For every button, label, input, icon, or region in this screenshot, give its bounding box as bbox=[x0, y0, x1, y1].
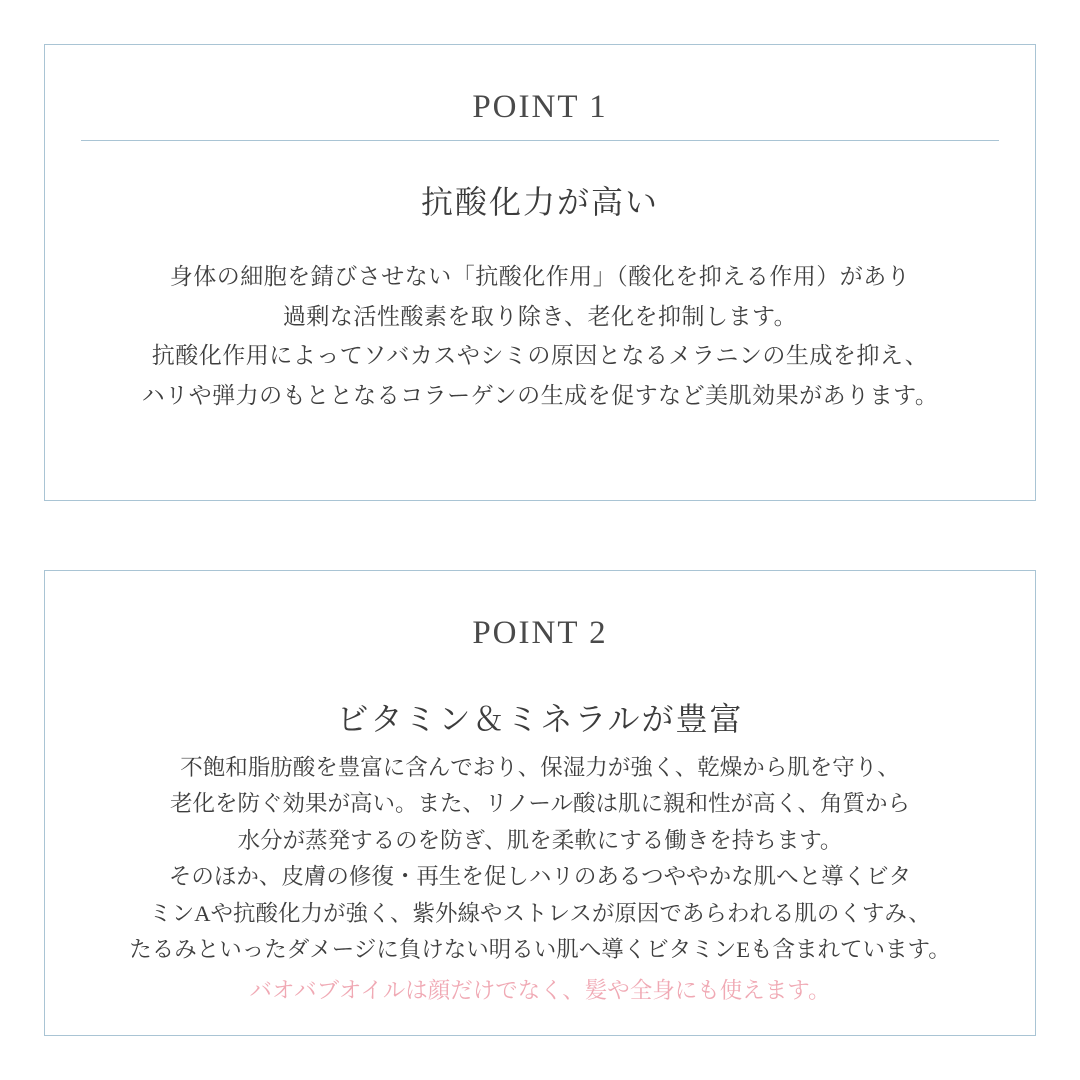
body-line: 抗酸化作用によってソバカスやシミの原因となるメラニンの生成を抑え、 bbox=[151, 343, 929, 369]
body-text-1 bbox=[142, 257, 939, 415]
body-line: 不飽和脂肪酸を豊富に含んでおり、保湿力が強く、乾燥から肌を守り、 bbox=[180, 755, 900, 780]
headline-2: ビタミン＆ミネラルが豊富 bbox=[336, 701, 744, 737]
body-line: 水分が蒸発するのを防ぎ、肌を柔軟にする働きを持ちます。 bbox=[237, 827, 843, 853]
point-label-2: POINT 2 bbox=[472, 615, 608, 651]
card-spacer bbox=[44, 501, 1036, 570]
body-line: 身体の細胞を錆びさせない「抗酸化作用」（酸化を抑える作用）があり bbox=[169, 264, 911, 289]
point-label-1: POINT 1 bbox=[472, 89, 608, 125]
body-line: ミンAや抗酸化力が強く、紫外線やストレスが原因であらわれる肌のくすみ、 bbox=[149, 900, 931, 926]
body-line: 過剰な活性酸素を取り除き、老化を抑制します。 bbox=[282, 303, 798, 329]
body-line: 老化を防ぐ効果が高い。また、リノール酸は肌に親和性が高く、角質から bbox=[169, 791, 911, 817]
body-text-2 bbox=[129, 750, 951, 1009]
accent-note: バオバブオイルは顔だけでなく、髪や全身にも使えます。 bbox=[249, 977, 831, 1003]
body-line: そのほか、皮膚の修復・再生を促しハリのあるつややかな肌へと導くビタ bbox=[168, 864, 912, 890]
point-card-2 bbox=[44, 570, 1036, 1036]
body-line: たるみといったダメージに負けない明るい肌へ導くビタミンEも含まれています。 bbox=[129, 937, 951, 963]
point-card-1 bbox=[44, 44, 1036, 501]
body-line: ハリや弾力のもととなるコラーゲンの生成を促すなど美肌効果があります。 bbox=[141, 382, 939, 408]
headline-1: 抗酸化力が高い bbox=[420, 184, 659, 220]
divider-1 bbox=[81, 140, 999, 141]
